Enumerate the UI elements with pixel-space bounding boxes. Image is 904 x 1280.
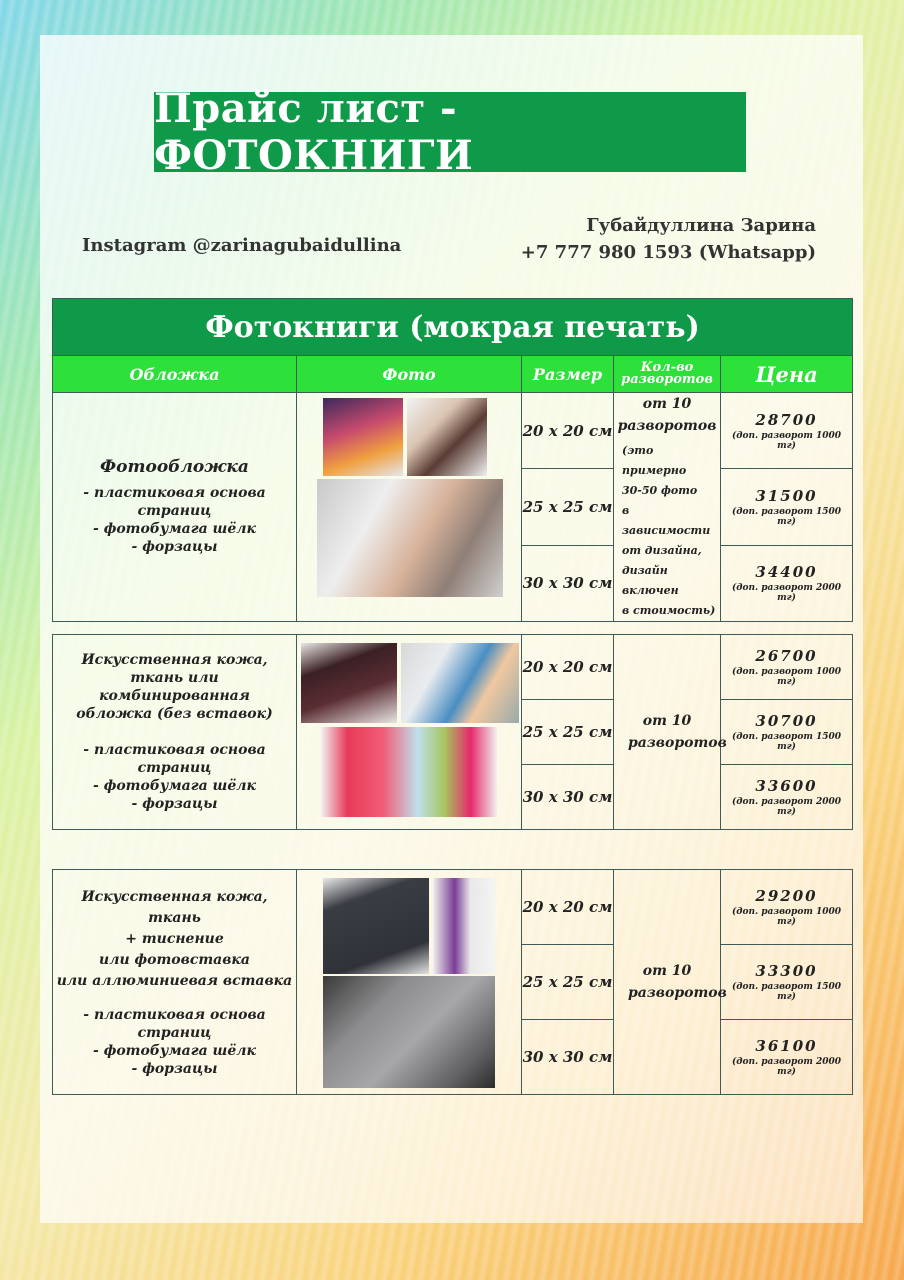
size-25: 25 х 25 см [522,945,614,1020]
gray-book-photo [323,976,495,1088]
size-30: 30 х 30 см [522,545,614,621]
price-30: 36100 (доп. разворот 2000 тг) [721,1020,853,1095]
size-30: 30 х 30 см [522,765,614,830]
price-20: 29200 (доп. разворот 1000 тг) [721,870,853,945]
photo-cell [297,870,522,1095]
price-table-3 [52,869,853,1095]
price-table-2 [52,634,853,830]
size-25: 25 х 25 см [522,700,614,765]
photo-cell [297,393,522,622]
contact-info [521,212,816,266]
cover-description: Искусственная кожа, ткань или комбинированная обложка (без вставок) - пластиковая основа страниц - фотобумага шёлк - форзацы [53,635,297,830]
price-25: 33300 (доп. разворот 1500 тг) [721,945,853,1020]
spreads-info: от 10 разворотов [614,870,721,1095]
cover-description: Фотообложка - пластиковая основа страниц - фотобумага шёлк - форзацы [53,393,297,622]
size-20: 20 х 20 см [522,635,614,700]
table-title: Фотокниги (мокрая печать) [53,299,853,356]
photobook-bride-photo [317,479,503,597]
price-30: 33600 (доп. разворот 2000 тг) [721,765,853,830]
price-25: 31500 (доп. разворот 1500 тг) [721,469,853,545]
spreads-info: от 10 разворотов [614,635,721,830]
photobook-portrait-photo [407,398,487,476]
leather-book-photo [301,643,397,723]
size-20: 20 х 20 см [522,393,614,469]
instagram-contact: Instagram @zarinagubaidullina [82,235,402,256]
contact-phone: +7 777 980 1593 (Whatsapp) [520,242,816,263]
col-cover: Обложка [53,356,297,393]
spreads-info: от 10 разворотов (это примерно 30-50 фото в зависимости от дизайна, дизайн включен в стоимость) [614,393,721,622]
page-title: Прайс лист - ФОТОКНИГИ [154,92,746,172]
purple-book-photo [433,878,495,974]
col-price: Цена [721,356,853,393]
embossed-book-photo [323,878,429,974]
price-20: 28700 (доп. разворот 1000 тг) [721,393,853,469]
price-20: 26700 (доп. разворот 1000 тг) [721,635,853,700]
cover-description: Искусственная кожа, ткань + тиснение или фотовставка или аллюминиевая вставка - пластиковая основа страниц - фотобумага шёлк - форзацы [53,870,297,1095]
photo-cell [297,635,522,830]
price-25: 30700 (доп. разворот 1500 тг) [721,700,853,765]
size-20: 20 х 20 см [522,870,614,945]
photobook-flowers-photo [323,398,403,476]
contact-name: Губайдуллина Зарина [586,215,816,236]
col-spreads: Кол-во разворотов [614,356,721,393]
col-photo: Фото [297,356,522,393]
size-25: 25 х 25 см [522,469,614,545]
spreads-note: (это примерно 30-50 фото в зависимости от дизайна, дизайн включен в стоимость) [622,444,716,617]
price-table-1 [52,298,853,622]
color-books-photo [321,727,497,817]
open-book-photo [401,643,519,723]
col-size: Размер [522,356,614,393]
size-30: 30 х 30 см [522,1020,614,1095]
price-30: 34400 (доп. разворот 2000 тг) [721,545,853,621]
